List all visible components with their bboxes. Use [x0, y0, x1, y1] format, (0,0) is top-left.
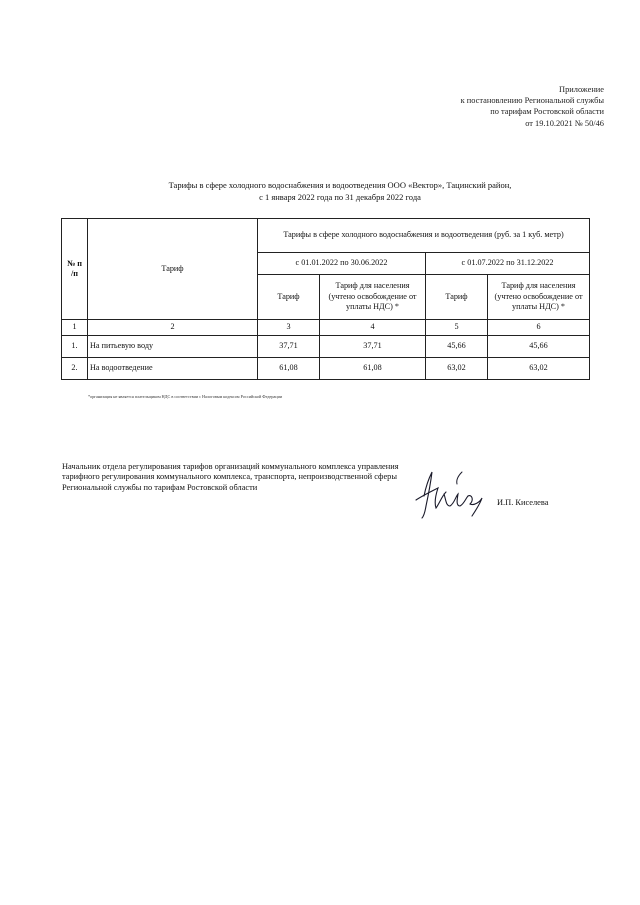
appendix-line-4: от 19.10.2021 № 50/46 — [525, 118, 604, 128]
row-number: 1. — [62, 335, 88, 357]
row-value: 37,71 — [320, 335, 426, 357]
header-group: Тарифы в сфере холодного водоснабжения и водоотведения (руб. за 1 куб. метр) — [258, 219, 590, 253]
table-row — [62, 357, 590, 379]
numbering-cell: 5 — [426, 320, 488, 336]
numbering-cell: 1 — [62, 320, 88, 336]
tariffs-table — [61, 218, 590, 380]
header-period-2: с 01.07.2022 по 31.12.2022 — [426, 253, 590, 275]
signature-icon — [410, 466, 498, 522]
appendix-line-3: по тарифам Ростовской области — [490, 107, 604, 117]
document-title-line-1: Тарифы в сфере холодного водоснабжения и водоотведения ООО «Вектор», Тацинский район, — [168, 180, 512, 190]
numbering-cell: 4 — [320, 320, 426, 336]
document-title-line-2: с 1 января 2022 года по 31 декабря 2022 года — [259, 191, 421, 202]
numbering-cell: 3 — [258, 320, 320, 336]
header-sub-tariff-1: Тариф — [258, 275, 320, 320]
header-period-1: с 01.01.2022 по 30.06.2022 — [258, 253, 426, 275]
table-row — [62, 335, 590, 357]
row-value: 45,66 — [488, 335, 590, 357]
header-sub-population-1: Тариф для населения (учтено освобождение от уплаты НДС) * — [320, 275, 426, 320]
appendix-block — [461, 84, 604, 129]
signer-name: И.П. Киселева — [497, 498, 549, 507]
document-title — [90, 180, 590, 203]
appendix-line-2: к постановлению Региональной службы — [460, 96, 604, 106]
row-value: 63,02 — [488, 357, 590, 379]
row-value: 63,02 — [426, 357, 488, 379]
row-value: 61,08 — [320, 357, 426, 379]
row-value: 61,08 — [258, 357, 320, 379]
header-number-label: № п /п — [67, 258, 82, 278]
row-name: На водоотведение — [88, 357, 258, 379]
footnote: *организация не является плательщиком НДС в соответствии с Налоговым кодексом Российской Федерации — [88, 394, 283, 399]
row-number: 2. — [62, 357, 88, 379]
numbering-cell: 2 — [88, 320, 258, 336]
row-value: 45,66 — [426, 335, 488, 357]
table-numbering-row — [62, 320, 590, 336]
header-tariff: Тариф — [88, 219, 258, 320]
table-header-row-1 — [62, 219, 590, 253]
header-sub-population-2: Тариф для населения (учтено освобождение от уплаты НДС) * — [488, 275, 590, 320]
header-number — [62, 219, 88, 320]
appendix-line-1: Приложение — [559, 85, 604, 94]
row-value: 37,71 — [258, 335, 320, 357]
row-name: На питьевую воду — [88, 335, 258, 357]
numbering-cell: 6 — [488, 320, 590, 336]
signer-title: Начальник отдела регулирования тарифов организаций коммунального комплекса управления тарифного регулирования коммунального комплекса, транспорта, непроизводственной сферы Региональной службы по тарифам Ростовской области — [62, 462, 399, 492]
header-sub-tariff-2: Тариф — [426, 275, 488, 320]
